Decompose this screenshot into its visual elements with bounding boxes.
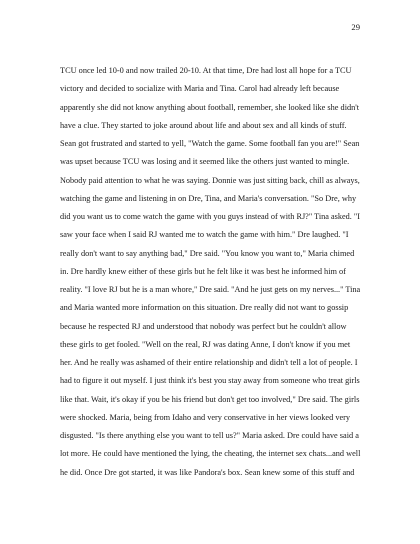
text-line: saw your face when I said RJ wanted me to watch the game with him." Dre laughed. "I [60, 230, 349, 240]
text-line: TCU once led 10-0 and now trailed 20-10. At that time, Dre had lost all hope for a TCU [60, 66, 352, 75]
text-line: like that. Wait, it's okay if you be his friend but don't get too involved," Dre said. The girls [60, 394, 360, 404]
text-line: in. Dre hardly knew either of these girls but he felt like it was best he informed him of [60, 266, 346, 276]
text-line: Nobody paid attention to what he was saying. Donnie was just sitting back, chill as always, [60, 175, 360, 185]
text-line: he did. Once Dre got started, it was like Pandora's box. Sean knew some of this stuff and [60, 467, 355, 477]
text-line: did you want us to come watch the game with you guys instead of with RJ?" Tina asked. "I [60, 212, 360, 221]
text-line: were shocked. Maria, being from Idaho and very conservative in her views looked very [60, 412, 351, 422]
text-line: really don't want to say anything bad," Dre said. "You know you want to," Maria chimed [60, 248, 355, 258]
body-text [60, 62, 360, 482]
text-line: her. And he really was ashamed of their entire relationship and didn't tell a lot of people. I [60, 358, 358, 367]
text-line: reality. "I love RJ but he is a man whore," Dre said. "And he just gets on my nerves..." Tina [60, 285, 361, 294]
page-number: 29 [351, 22, 360, 32]
text-line: lot more. He could have mentioned the lying, the cheating, the internet sex chats...and well [60, 449, 361, 459]
text-line: had to figure it out myself. I just think it's best you stay away from someone who treat girls [60, 376, 360, 386]
text-line: these girls to get fooled. "Well on the real, RJ was dating Anne, I don't know if you met [60, 339, 351, 349]
text-line: victory and decided to socialize with Maria and Tina. Carol had already left because [60, 84, 340, 94]
text-line: apparently she did not know anything about football, remember, she looked like she didn't [60, 102, 360, 112]
text-line: because he respected RJ and understood that nobody was perfect but he couldn't allow [60, 321, 347, 331]
text-line: was upset because TCU was losing and it seemed like the others just wanted to mingle. [60, 157, 350, 167]
text-line: watching the game and listening in on Dre, Tina, and Maria's conversation. "So Dre, why [60, 193, 357, 203]
text-line: disgusted. "Is there anything else you want to tell us?" Maria asked. Dre could have said a [60, 431, 359, 440]
text-line: have a clue. They started to joke around about life and about sex and all kinds of stuff. [60, 120, 347, 130]
text-line: and Maria wanted more information on this situation. Dre really did not want to gossip [60, 303, 349, 313]
text-line: Sean got frustrated and started to yell, "Watch the game. Some football fan you are!" Sean [60, 139, 360, 148]
